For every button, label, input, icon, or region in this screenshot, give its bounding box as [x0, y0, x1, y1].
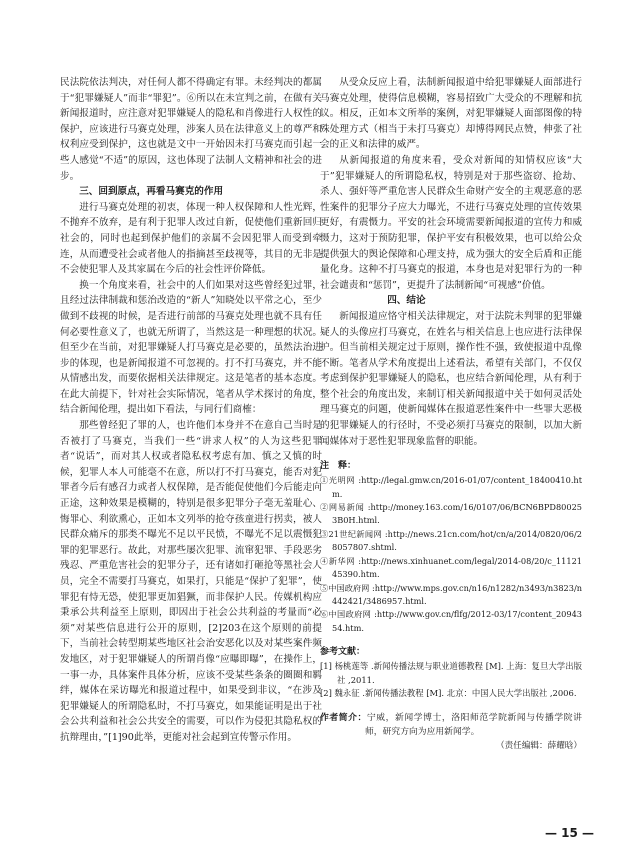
references-title: 参考文献：	[320, 647, 366, 658]
section-heading-3: 三、回到原点，再看马赛克的作用	[79, 186, 224, 198]
responsible-editor: （责任编辑：薛耀晗）	[496, 740, 582, 751]
paragraph: 新闻报道应恪守相关法律规定，对于法院未判罪的犯罪嫌疑人的头像应打马赛克，在姓名与相关信息上也应进行法律保护。但当前相关规定过于原则，操作性不强，致使报道中乱像不断。笔者从学术角度提出上述看法，希望有关部门，不仅仅考虑到保护犯罪嫌疑人的隐私，也应结合新闻伦理，从有利于整个社会的角度出发，来制订相关新闻报道中关于如何灵活处理马赛克的问题，使新闻媒体在报道恶性案件中一些罪大恶极的犯罪嫌疑人的行径时，不受必须打马赛克的限制，以加大新闻媒体对于恶性犯罪现象监督的职能。	[320, 310, 582, 447]
author-text: 宁威，新闻学博士，洛阳师范学院新闻与传播学院讲师，研究方向为应用新闻学。	[365, 712, 582, 737]
paragraph: 那些曾经犯了罪的人，也许他们本身并不在意自己当时是否被打了马赛克，当我们一些“讲求人权”的人为这些犯罪者“说话”，而对其人权或者隐私权考虑有加、慎之又慎的时候，犯罪人本人可能毫不在意，所以打不打马赛克，能否对犯罪者今后有感召力或者人权保障，是否能促使他们今后能走向正途，这种效果是模糊的，特别是很多犯罪分子毫无羞耻心、悔罪心、利欲熏心，正如本文列举的抢夺孩童进行拐卖，被人民群众痛斥的那类不曝光不足以平民愤，不曝光不足以震慑犯罪的犯罪恶行。故此，对那些屡次犯罪、流窜犯罪、手段恶劣残忍、严重危害社会的犯罪分子，还有诸如打砸抢等黑社会人员，完全不需要打马赛克，如果打，只能是“保护了犯罪”，使罪犯有恃无恐，使犯罪更加猖獗，而非保护人民。传媒机构应秉承公共利益至上原则，即因出于社会公共利益的考量而“必须”对某些信息进行公开的原则，[2]203在这个原则的前提下，当前社会转型期某些地区社会治安恶化以及对某些案件频发地区，对于犯罪嫌疑人的所谓肖像“应曝即曝”，在操作上，一事一办，具体案件具体分析，应该不受某些条条的圈圈和羁绊，媒体在采访曝光和报道过程中，如果受到非议，“在涉及犯罪嫌疑人的所谓隐私时，不打马赛克，如果能证明是出于社会公共利益和社会公共安全的需要，可以作为侵犯其隐私权的抗辩理由，”[1]90此举，更能对社会起到宣传警示作用。	[60, 420, 322, 743]
reference-item: [2] 魏永征 .新闻传播法教程 [M]. 北京：中国人民大学出版社 ,2006.	[320, 688, 577, 699]
paragraph: 从新闻报道的角度来看，受众对新闻的知情权应该“大于”犯罪嫌疑人的所谓隐私权，特别是对于那些盗窃、抢劫、杀人、强奸等严重危害人民群众生命财产安全的主观恶意的恶性案件的犯罪分子应大力曝光，不进行马赛克处理的宣传效果更好，有震慑力。平安的社会环境需要新闻报道的宣传力和威慑力，这对于预防犯罪，保护平安有积极效果，也可以给公众提供强大的舆论保障和心理支持，成为强大的安全后盾和正能量化身。这种不打马赛克的报道，本身也是对犯罪行为的一种社会谴责和“惩罚”，更提升了法制新闻“可视感”价值。	[320, 154, 582, 291]
note-item: ⑤中国政府网 :http://www.mps.gov.cn/n16/n1282/n3493/n3823/n442421/3486957.html.	[320, 582, 582, 606]
section-heading-4: 四、结论	[387, 295, 426, 307]
notes-title: 注 释：	[320, 461, 357, 472]
reference-item: [1] 杨桃莲等 .新闻传播法规与职业道德教程 [M]. 上海：复旦大学出版社 ,2011.	[320, 661, 582, 685]
note-item: ④新华网 :http://news.xinhuanet.com/legal/2014-08/20/c_1112145390.htm.	[320, 555, 582, 580]
author-bio	[320, 711, 582, 739]
paragraph-continued: 民法院依法判决，对任何人都不得确定有罪。未经判决的都属于“犯罪嫌疑人”而非“罪犯”。⑥所以在未宣判之前，在做有关新闻报道时，应注意对犯罪嫌疑人的隐私和肖像进行人权性的保护，应该进行马赛克处理，涉案人员在法律意义上的尊严和权利应受到保护，这也就是文中一开始因未打马赛克而引起一些人感觉“不适”的原因，这也体现了法制人文精神和社会的进步。	[60, 77, 322, 182]
paragraph: 换一个角度来看，社会中的人们如果对这些曾经犯过罪，且经过法律制裁和惩治改造的“新人”知晓处以平常之心，至少做到不歧视的时候，是否进行前部的马赛克处理也就不具有任何必要性意义了，也就无所谓了，当然这是一种理想的状况。但至少在当前，对犯罪嫌疑人打马赛克是必要的，虽然法治进步的体现，也是新闻报道不可忽视的。打不打马赛克，并不能从情感出发，而要依据相关法律规定。这是笔者的基本态度。在此大前提下，针对社会实际情况，笔者从学术探讨的角度，结合新闻伦理，提出如下看法，与同行们商榷：	[60, 279, 322, 416]
paragraph: 进行马赛克处理的初衷，体现一种人权保障和人性光辉，不抛弃不放弃，是有利于犯罪人改过自新，促使他们重新回归社会的，同时也起到保护他们的亲属不会因犯罪人而受到牵连，从而遭受社会或者他人的指摘甚至歧视等，其目的无非是不会使犯罪人及其家属在今后的社会性评价降低。	[60, 201, 322, 276]
author-label: 作者简介：	[320, 712, 367, 723]
note-item: ②网易新闻 :http://money.163.com/16/0107/06/BCN6BPD800253B0H.html.	[320, 502, 582, 526]
note-item: ⑥中国政府网 :http://www.gov.cn/flfg/2012-03/17/content_2094354.htm.	[320, 609, 582, 633]
left-column	[60, 75, 322, 746]
page-number: — 15 —	[545, 826, 595, 840]
paragraph: 从受众反应上看，法制新闻报道中给犯罪嫌疑人面部进行马赛克处理，使得信息模糊，容易招致广大受众的不理解和抗议。相反，正如本文所举的案例，对犯罪嫌疑人面部图像的特殊处理方式（相当于未打马赛克）却博得网民点赞，伸张了社会的正义和法律的威严。	[320, 77, 582, 151]
note-item: ①光明网 :http://legal.gmw.cn/2016-01/07/content_18400410.htm.	[320, 475, 582, 499]
note-item: ③21世纪新闻网 :http://news.21cn.com/hot/cn/a/2014/0820/06/28057807.shtml.	[320, 528, 582, 553]
right-column	[320, 75, 582, 753]
